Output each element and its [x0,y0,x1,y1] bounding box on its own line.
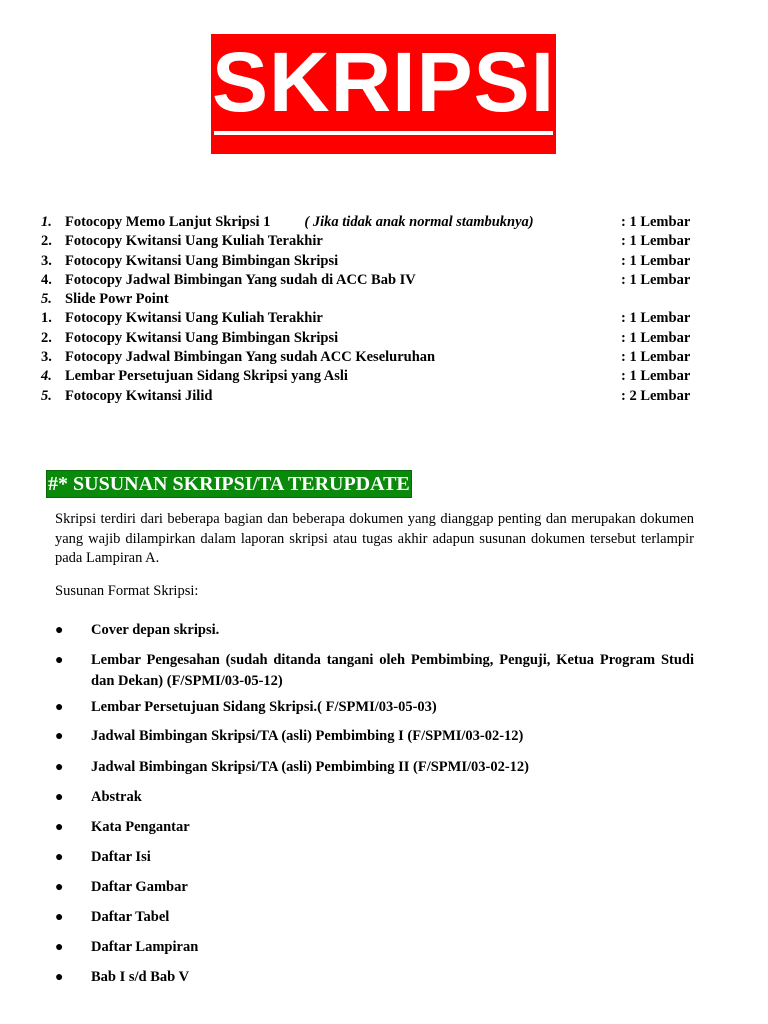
section-heading: #* SUSUNAN SKRIPSI/TA TERUPDATE [46,470,412,498]
format-list-item [50,757,694,778]
requirement-text [65,213,534,232]
format-list-item [50,726,694,747]
bullet-icon: ● [55,910,64,925]
format-list-item [50,937,694,958]
requirement-number: 4. [41,271,52,288]
format-item-text: Jadwal Bimbingan Skripsi/TA (asli) Pembimbing II (F/SPMI/03-02-12) [91,759,530,775]
format-label: Susunan Format Skripsi: [55,583,199,599]
requirement-number: 2. [41,233,52,250]
requirement-row [37,329,702,348]
requirement-text [65,271,416,290]
requirement-label: Fotocopy Memo Lanjut Skripsi 1 [65,214,271,230]
requirement-label: Fotocopy Jadwal Bimbingan Yang sudah di ACC Bab IV [65,271,416,288]
bullet-icon: ● [55,790,64,805]
requirement-label: Slide Powr Point [65,291,169,308]
bullet-icon: ● [55,760,64,775]
requirement-text [65,348,435,367]
requirement-number: 1. [41,214,52,230]
requirement-text [65,367,348,386]
requirement-quantity: : 2 Lembar [621,387,691,404]
format-item-text: Kata Pengantar [91,819,190,835]
requirement-label: Lembar Persetujuan Sidang Skripsi yang Asli [65,368,348,385]
requirement-row [37,213,702,232]
format-list-item [50,650,694,692]
format-item-text: Lembar Persetujuan Sidang Skripsi.( F/SPMI/03-05-03) [91,699,437,715]
requirement-row [37,387,702,406]
requirement-text [65,387,212,406]
requirement-quantity: : 1 Lembar [621,310,691,327]
requirement-text [65,232,323,251]
requirement-row [37,367,702,386]
format-list-item [50,620,694,641]
requirement-text [65,309,323,328]
requirements-list [37,213,702,406]
bullet-icon: ● [55,850,64,865]
format-item-text: Abstrak [91,789,142,805]
format-list-item [50,847,694,868]
requirement-note: ( Jika tidak anak normal stambuknya) [304,214,534,230]
format-item-text: Lembar Pengesahan (sudah ditanda tangani oleh Pembimbing, Penguji, Ketua Program Studi dan Dekan) (F/SPMI/03-05-12) [91,652,694,689]
format-item-text: Cover depan skripsi. [91,622,220,638]
requirement-number: 3. [41,252,52,269]
format-list-item [50,697,694,718]
requirement-quantity: : 1 Lembar [621,252,691,269]
requirement-label: Fotocopy Jadwal Bimbingan Yang sudah ACC Keseluruhan [65,349,436,366]
requirement-row [37,348,702,367]
bullet-icon: ● [55,880,64,895]
requirement-row [37,232,702,251]
requirement-number: 5. [41,291,52,308]
requirement-number: 2. [41,329,52,346]
requirement-number: 3. [41,349,52,366]
format-item-text: Daftar Gambar [91,879,188,895]
requirement-row [37,309,702,328]
format-list-item [50,907,694,928]
requirement-label: Fotocopy Kwitansi Uang Bimbingan Skripsi [65,329,339,346]
requirement-number: 1. [41,310,52,327]
requirement-quantity: : 1 Lembar [621,214,691,230]
format-item-text: Jadwal Bimbingan Skripsi/TA (asli) Pembimbing I (F/SPMI/03-02-12) [91,728,524,744]
format-list-item [50,817,694,838]
requirement-label: Fotocopy Kwitansi Uang Kuliah Terakhir [65,310,323,327]
format-item-text: Daftar Lampiran [91,939,199,955]
requirement-label: Fotocopy Kwitansi Jilid [65,387,213,404]
bullet-icon: ● [55,700,64,715]
bullet-icon: ● [55,940,64,955]
requirement-quantity: : 1 Lembar [621,233,691,250]
title-banner [211,34,556,154]
format-item-text: Daftar Isi [91,849,151,865]
requirement-quantity: : 1 Lembar [621,368,691,385]
bullet-icon: ● [55,729,64,744]
requirement-row [37,271,702,290]
format-list-item [50,787,694,808]
format-list-item [50,877,694,898]
format-item-text: Daftar Tabel [91,909,170,925]
format-list-item [50,967,694,988]
requirement-label: Fotocopy Kwitansi Uang Bimbingan Skripsi [65,252,339,269]
intro-paragraph: Skripsi terdiri dari beberapa bagian dan beberapa dokumen yang dianggap penting dan merupakan dokumen yang wajib dilampirkan dalam laporan skripsi atau tugas akhir adapun susunan dokumen tersebut terlampir pada Lampiran A. [55,511,694,567]
requirement-label: Fotocopy Kwitansi Uang Kuliah Terakhir [65,233,323,250]
format-item-text: Bab I s/d Bab V [91,969,190,985]
bullet-icon: ● [55,970,64,985]
requirement-quantity: : 1 Lembar [621,329,691,346]
banner-underline [214,131,553,135]
requirement-quantity: : 1 Lembar [621,349,691,366]
requirement-text [65,329,338,348]
bullet-icon: ● [55,820,64,835]
requirement-row [37,252,702,271]
requirement-number: 4. [41,368,52,385]
requirement-quantity: : 1 Lembar [621,271,691,288]
requirement-text [65,252,338,271]
requirement-text [65,290,169,309]
requirement-number: 5. [41,387,52,404]
requirement-row [37,290,702,309]
bullet-icon: ● [55,653,64,668]
bullet-icon: ● [55,623,64,638]
banner-title: SKRIPSI [211,35,556,129]
